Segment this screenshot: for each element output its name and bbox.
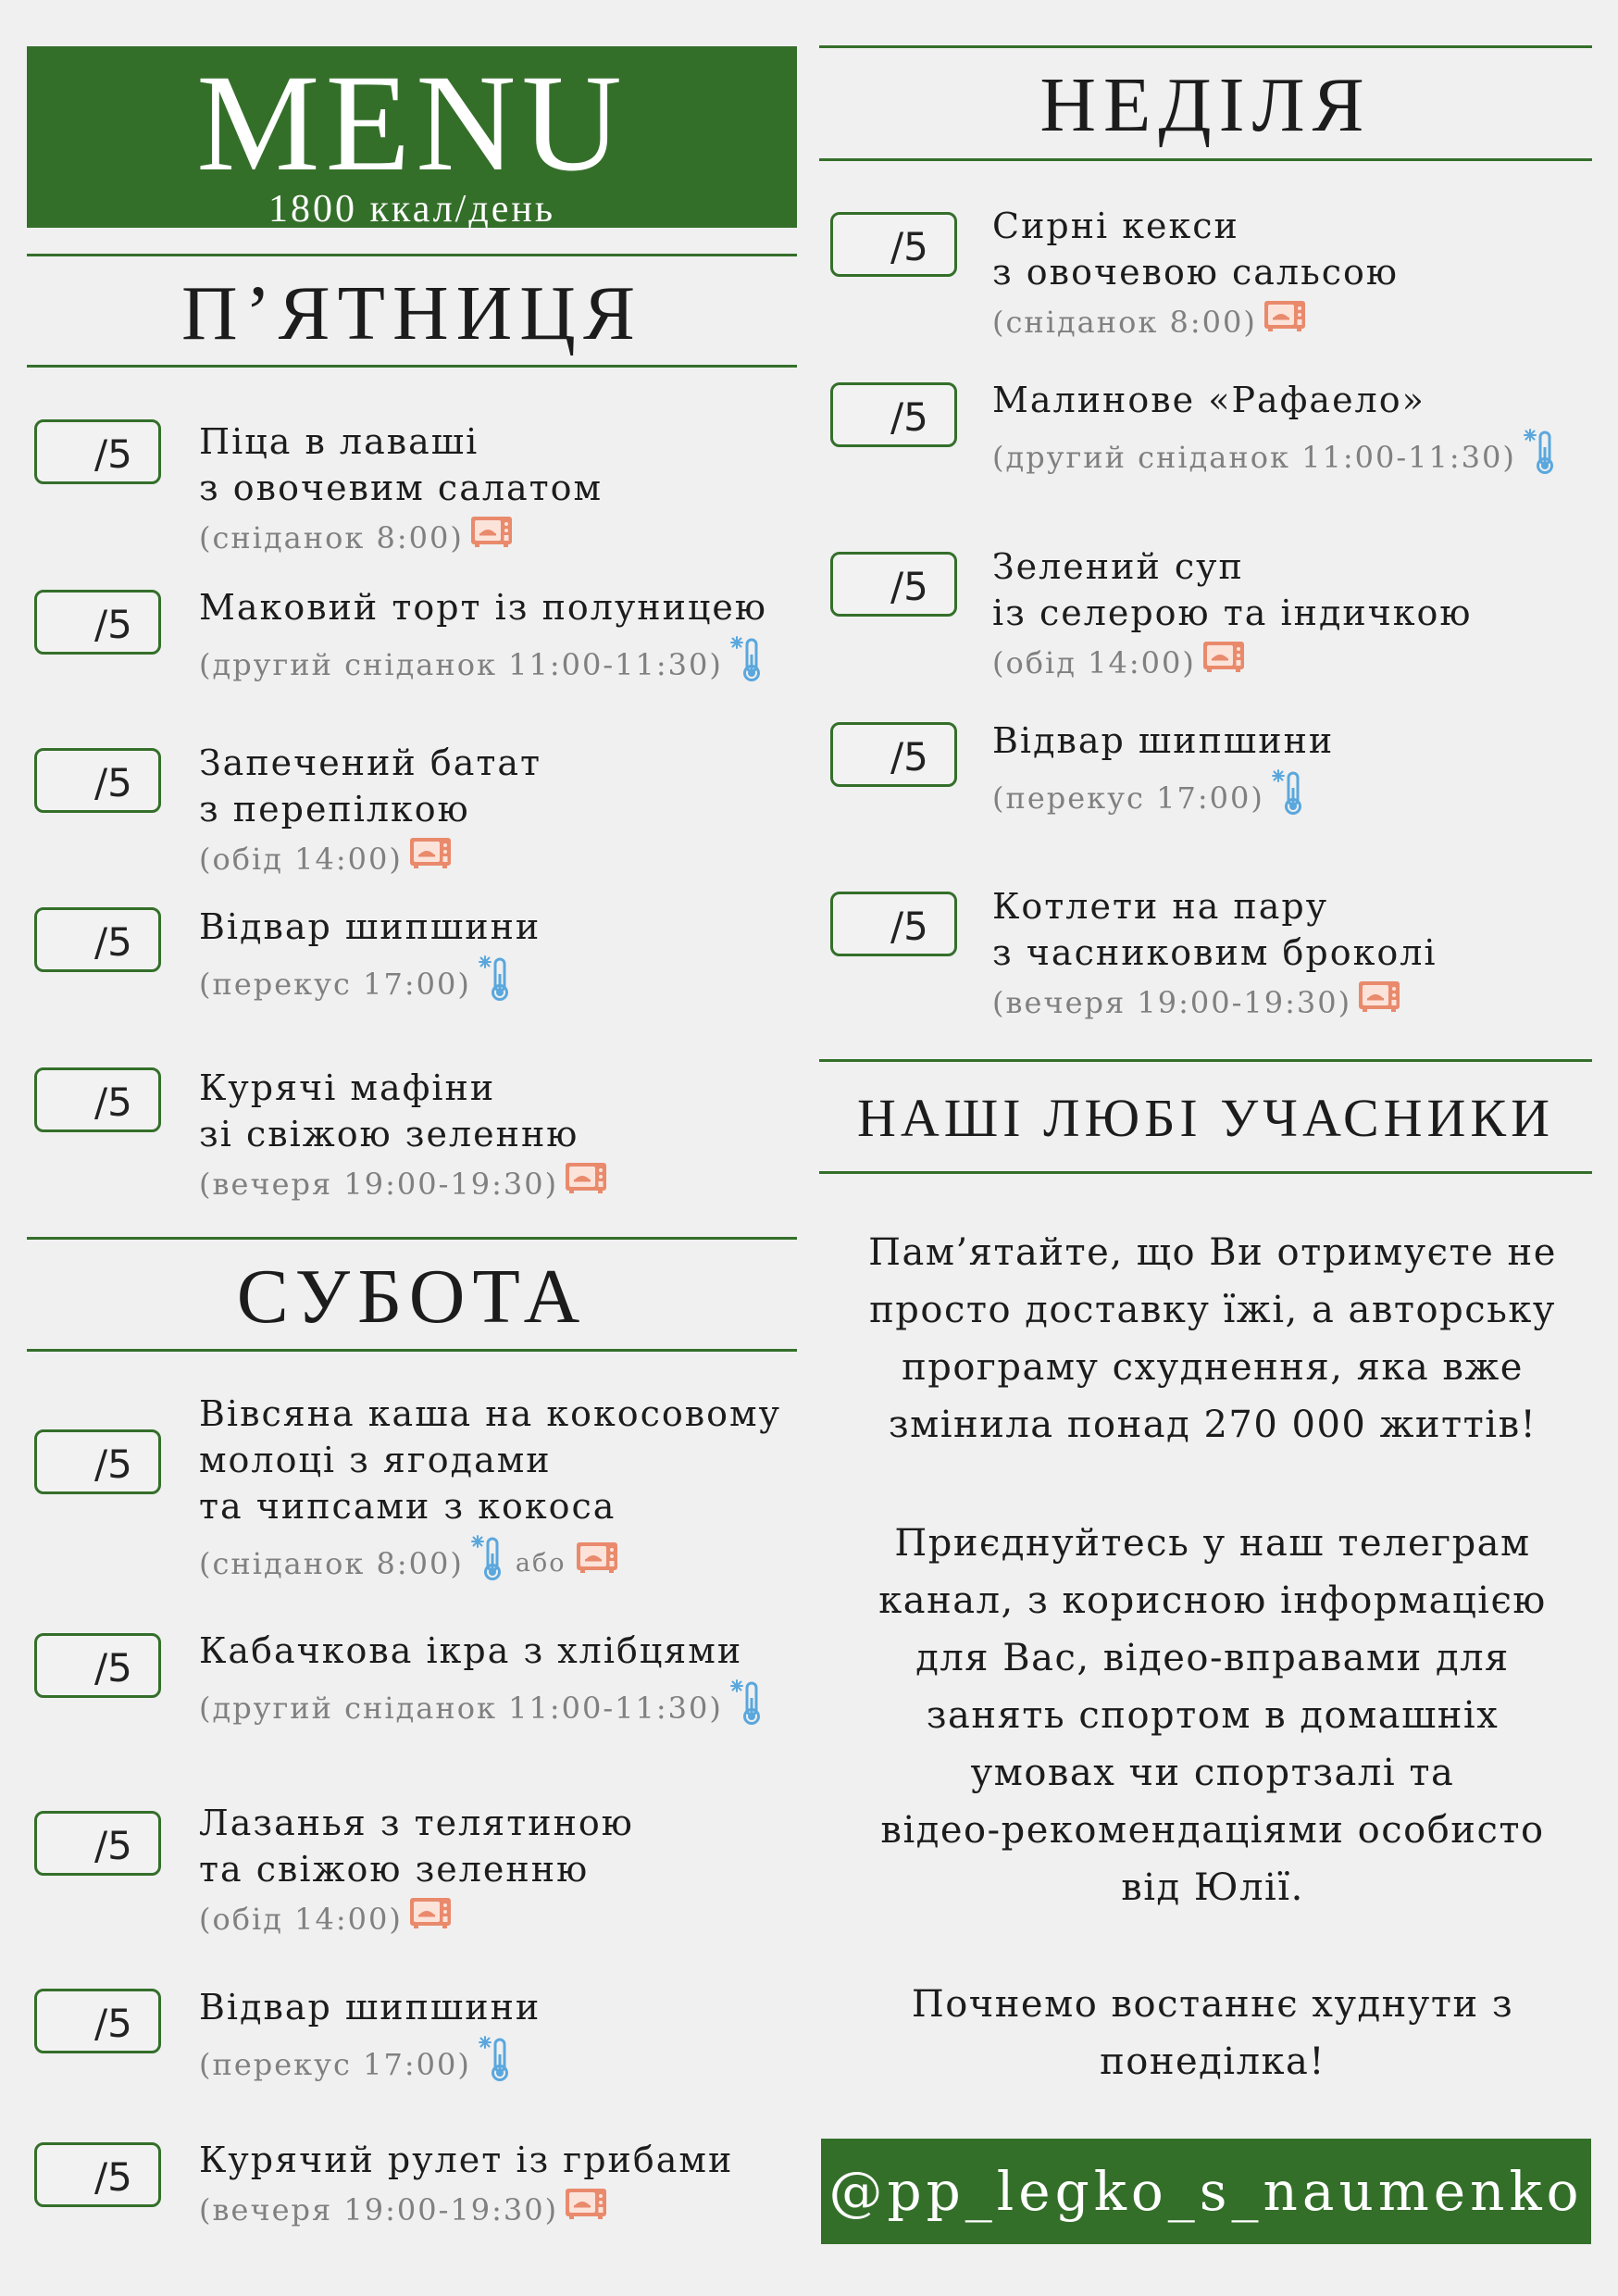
meal-time: (вечеря 19:00-19:30)	[992, 985, 1352, 1020]
meal-time: (сніданок 8:00)	[199, 1546, 464, 1581]
dish-line: Відвар шипшини	[199, 1987, 541, 2028]
dish-line: з овочевим салатом	[199, 468, 604, 508]
dish-line: з часниковим броколі	[992, 932, 1438, 973]
cold-thermometer-icon	[477, 954, 514, 1015]
rating-box[interactable]: /5	[34, 419, 161, 484]
dish-line: Відвар шипшини	[199, 906, 541, 947]
microwave-icon	[1263, 299, 1307, 345]
cold-thermometer-icon	[728, 1678, 765, 1739]
rating-box[interactable]: /5	[830, 212, 957, 277]
microwave-icon	[575, 1541, 619, 1587]
instagram-handle-banner[interactable]	[821, 2139, 1591, 2244]
dish-line: з овочевою сальсою	[992, 252, 1400, 293]
rating-box[interactable]: /5	[34, 590, 161, 655]
microwave-icon	[408, 1896, 453, 1942]
meal-time: (сніданок 8:00)	[199, 520, 464, 555]
divider	[27, 1349, 797, 1352]
divider	[27, 365, 797, 368]
meal-time: (обід 14:00)	[199, 1902, 403, 1937]
rating-box[interactable]: /5	[34, 1067, 161, 1132]
menu-title: MENU	[196, 46, 628, 200]
rating-box[interactable]: /5	[34, 1633, 161, 1698]
instagram-handle[interactable]: @pp_legko_s_naumenko	[828, 2160, 1584, 2223]
microwave-icon	[564, 2187, 608, 2233]
members-paragraph-3: Почнемо востаннє худнути з понеділка!	[911, 1983, 1514, 2083]
divider	[819, 1059, 1592, 1062]
members-paragraph-1: Пам’ятайте, що Ви отримуєте не просто доставку їжі, а авторську програму схуднення, яка вже змінила понад 270 000 життів!	[868, 1231, 1557, 1446]
meal-time: (вечеря 19:00-19:30)	[199, 1167, 559, 1202]
rating-box[interactable]: /5	[830, 722, 957, 787]
day-title-sunday: НЕДІЛЯ	[1039, 62, 1372, 148]
meal-time: (вечеря 19:00-19:30)	[199, 2192, 559, 2227]
meal-time: (перекус 17:00)	[992, 780, 1264, 816]
day-title-saturday: СУБОТА	[236, 1254, 588, 1340]
menu-header	[27, 46, 797, 231]
rating-box[interactable]: /5	[34, 748, 161, 813]
rating-box[interactable]: /5	[34, 1429, 161, 1494]
dish-line: Сирні кекси	[992, 206, 1239, 246]
dish-line: Лазанья з телятиною	[199, 1803, 634, 1843]
day-title-friday: П’ЯТНИЦЯ	[181, 270, 642, 356]
divider	[819, 1171, 1592, 1174]
meal-time: (другий сніданок 11:00-11:30)	[199, 1691, 723, 1726]
dish-line: Кабачкова ікра з хлібцями	[199, 1630, 743, 1671]
rating-box[interactable]: /5	[830, 552, 957, 617]
divider	[819, 45, 1592, 48]
meal-time: (перекус 17:00)	[199, 2047, 471, 2082]
dish-line: Курячі мафіни	[199, 1067, 496, 1108]
divider	[27, 254, 797, 256]
dish-line: Зелений суп	[992, 546, 1244, 587]
cold-thermometer-icon	[1270, 767, 1307, 829]
microwave-icon	[1201, 640, 1246, 686]
rating-box[interactable]: /5	[34, 1989, 161, 2053]
dish-line: Котлети на пару	[992, 886, 1329, 927]
dish-line: та чипсами з кокоса	[199, 1486, 616, 1527]
cold-thermometer-icon	[469, 1533, 506, 1594]
rating-box[interactable]: /5	[830, 382, 957, 447]
meal-time: (обід 14:00)	[992, 645, 1196, 680]
menu-subtitle: 1800 ккал/день	[268, 188, 555, 231]
or-label: або	[515, 1549, 566, 1578]
meal-time: (другий сніданок 11:00-11:30)	[992, 440, 1516, 475]
dish-line: Відвар шипшини	[992, 720, 1335, 761]
dish-line: Вівсяна каша на кокосовому	[199, 1393, 781, 1434]
meal-time: (обід 14:00)	[199, 842, 403, 877]
rating-box[interactable]: /5	[34, 1811, 161, 1876]
dish-line: Маковий торт із полуницею	[199, 587, 767, 628]
dish-line: з перепілкою	[199, 789, 470, 830]
rating-box[interactable]: /5	[34, 2142, 161, 2207]
rating-box[interactable]: /5	[830, 892, 957, 956]
cold-thermometer-icon	[1522, 427, 1559, 488]
dish-line: молоці з ягодами	[199, 1440, 552, 1480]
meal-time: (сніданок 8:00)	[992, 305, 1257, 340]
cold-thermometer-icon	[477, 2034, 514, 2095]
microwave-icon	[1357, 980, 1401, 1026]
divider	[819, 158, 1592, 161]
cold-thermometer-icon	[728, 634, 765, 695]
members-title: НАШІ ЛЮБІ УЧАСНИКИ	[857, 1088, 1554, 1148]
meal-time: (перекус 17:00)	[199, 967, 471, 1002]
dish-line: із селерою та індичкою	[992, 593, 1473, 633]
microwave-icon	[469, 515, 514, 561]
members-paragraph-2: Приєднуйтесь у наш телеграм канал, з корисною інформацією для Вас, відео-вправами для занять спортом в домашніх умовах чи спортзалі та відео-рекомендаціями особисто від Юлії.	[878, 1522, 1547, 1909]
dish-line: Піца в лаваші	[199, 421, 479, 462]
dish-line: Малинове «Рафаело»	[992, 380, 1425, 420]
dish-line: зі свіжою зеленню	[199, 1114, 579, 1154]
divider	[27, 1237, 797, 1240]
dish-line: Курячий рулет із грибами	[199, 2140, 734, 2180]
microwave-icon	[408, 836, 453, 882]
dish-line: Запечений батат	[199, 742, 542, 783]
microwave-icon	[564, 1161, 608, 1207]
rating-box[interactable]: /5	[34, 907, 161, 972]
meal-time: (другий сніданок 11:00-11:30)	[199, 647, 723, 682]
dish-line: та свіжою зеленню	[199, 1849, 590, 1890]
